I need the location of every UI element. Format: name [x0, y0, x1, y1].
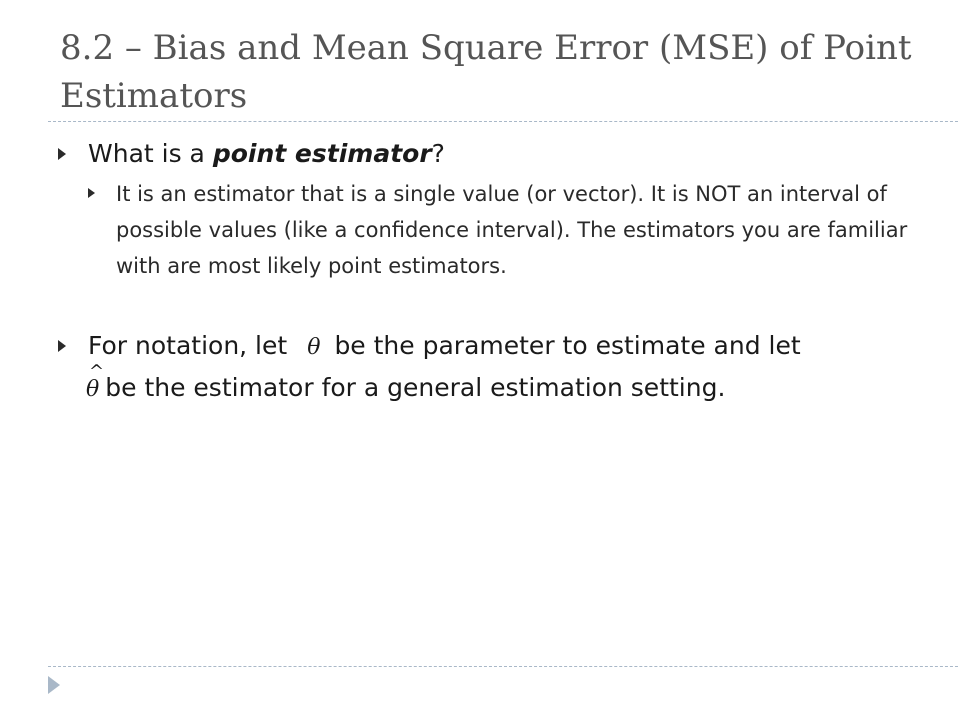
- triangle-bullet-icon: [88, 188, 95, 198]
- bullet-text: For notation, let: [88, 331, 288, 360]
- slide-marker-icon: [48, 676, 60, 694]
- footer-divider: [48, 666, 960, 667]
- bullet-text: be the estimator for a general estimation setting.: [105, 373, 726, 402]
- bullet-point-estimator-question: [58, 134, 918, 174]
- slide-content: [58, 134, 918, 410]
- emphasis-text: point estimator: [212, 139, 432, 168]
- bullet-notation: [58, 326, 918, 410]
- slide-title: 8.2 – Bias and Mean Square Error (MSE) of Point Estimators: [60, 28, 912, 116]
- spacer: [58, 284, 918, 326]
- hat-accent: ^: [89, 361, 105, 382]
- bullet-text: What is a: [88, 139, 213, 168]
- sub-bullet-text: It is an estimator that is a single value (or vector). It is NOT an interval of possible values (like a confidence interval). The estimators you are familiar with are most likely point estimators.: [116, 182, 908, 278]
- theta-symbol: θ: [307, 335, 321, 360]
- triangle-bullet-icon: [58, 340, 66, 352]
- theta-hat-symbol: [86, 361, 105, 410]
- triangle-bullet-icon: [58, 148, 66, 160]
- bullet-text: ?: [431, 139, 445, 168]
- sub-bullet-definition: [88, 176, 918, 284]
- title-divider: [48, 121, 960, 122]
- bullet-text: be the parameter to estimate and let: [334, 331, 801, 360]
- theta-symbol: θ: [86, 377, 100, 402]
